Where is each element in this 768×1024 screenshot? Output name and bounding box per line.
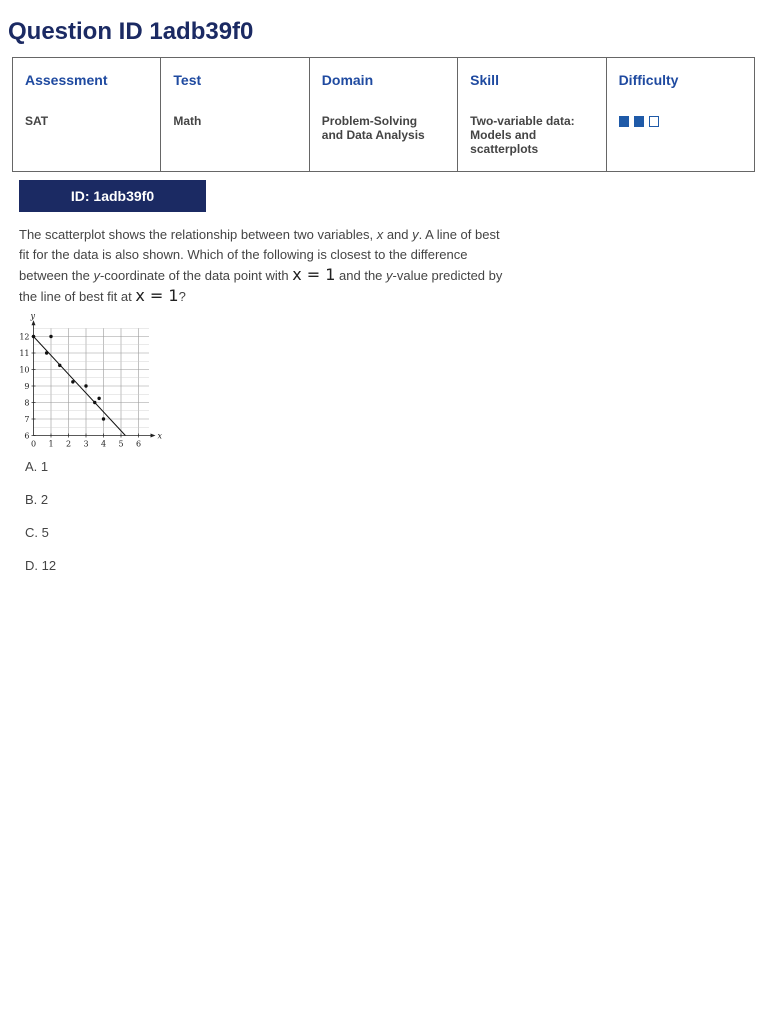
value-skill [458, 102, 606, 172]
data-point [45, 351, 48, 354]
data-point [102, 417, 105, 420]
value-test: Math [161, 102, 309, 172]
value-assessment: SAT [13, 102, 161, 172]
question-text-part: and the [335, 268, 387, 283]
chart-axes [30, 312, 163, 441]
x-tick-label: 6 [135, 439, 142, 449]
choice-a[interactable]: A. 1 [25, 459, 49, 474]
header-domain: Domain [309, 58, 457, 102]
question-text [19, 225, 509, 307]
data-point [49, 335, 52, 338]
skill-line: scatterplots [470, 141, 539, 156]
page-title: Question ID 1adb39f0 [8, 18, 254, 45]
header-test: Test [161, 58, 309, 102]
data-point [97, 397, 100, 400]
y-tick-label: 11 [19, 349, 30, 358]
data-point [71, 380, 74, 383]
math-expression: x = 1 [135, 286, 179, 305]
domain-line: Problem-Solving [321, 113, 418, 128]
choice-c[interactable]: C. 5 [25, 525, 49, 540]
header-skill: Skill [458, 58, 606, 102]
difficulty-square [634, 116, 644, 127]
choice-d[interactable]: D. 12 [25, 558, 57, 573]
data-point [84, 384, 87, 387]
question-text-part: and [383, 227, 413, 242]
answer-choices [25, 459, 56, 591]
data-point [58, 364, 61, 367]
y-tick-label: 12 [19, 332, 30, 342]
question-meta-table [12, 57, 755, 172]
skill-line: Models and [470, 127, 537, 142]
x-axis-label: x [157, 431, 163, 441]
chart-ticks [19, 333, 141, 449]
chart-grid [34, 328, 150, 435]
question-text-part: . A line of best fit for the data is also shown. Which of the following is closest to the difference between the [19, 227, 500, 283]
value-domain [309, 102, 457, 172]
question-id-banner: ID: 1adb39f0 [19, 180, 206, 212]
choice-b[interactable]: B. 2 [25, 492, 49, 507]
math-expression: x = 1 [292, 265, 336, 284]
difficulty-square [619, 116, 629, 127]
question-text-part: ? [178, 289, 186, 304]
variable-y: y [412, 227, 419, 242]
y-tick-label: 9 [24, 382, 30, 391]
difficulty-square [649, 116, 659, 127]
meta-value-row [13, 102, 755, 172]
y-tick-label: 6 [24, 431, 30, 441]
y-tick-label: 7 [24, 415, 30, 424]
question-text-part: The scatterplot shows the relationship between two variables, [19, 227, 377, 242]
question-text-part: -coordinate of the data point with [99, 268, 293, 283]
x-tick-label: 0 [30, 439, 37, 449]
meta-header-row [13, 58, 755, 102]
scatterplot-chart [16, 312, 166, 450]
skill-line: Two-variable data: [470, 113, 575, 128]
y-tick-label: 10 [19, 365, 30, 375]
variable-y: y [386, 268, 393, 283]
variable-x: x [376, 227, 384, 242]
y-tick-label: 8 [24, 398, 30, 408]
value-difficulty [606, 102, 754, 172]
variable-y: y [93, 268, 100, 283]
x-tick-label: 3 [83, 439, 89, 449]
x-tick-label: 5 [118, 439, 124, 449]
domain-line: and Data Analysis [321, 127, 425, 142]
difficulty-indicator [619, 114, 742, 127]
y-axis-label: y [30, 312, 36, 321]
x-tick-label: 1 [48, 439, 54, 449]
x-tick-label: 4 [100, 439, 107, 449]
y-axis-arrow [32, 320, 36, 325]
question-text-part: -value predicted by the line of best fit at [19, 268, 503, 304]
x-axis-arrow [151, 434, 156, 438]
data-point [93, 401, 96, 404]
x-tick-label: 2 [65, 439, 72, 449]
data-point [32, 335, 35, 338]
header-assessment: Assessment [13, 58, 161, 102]
header-difficulty: Difficulty [606, 58, 754, 102]
